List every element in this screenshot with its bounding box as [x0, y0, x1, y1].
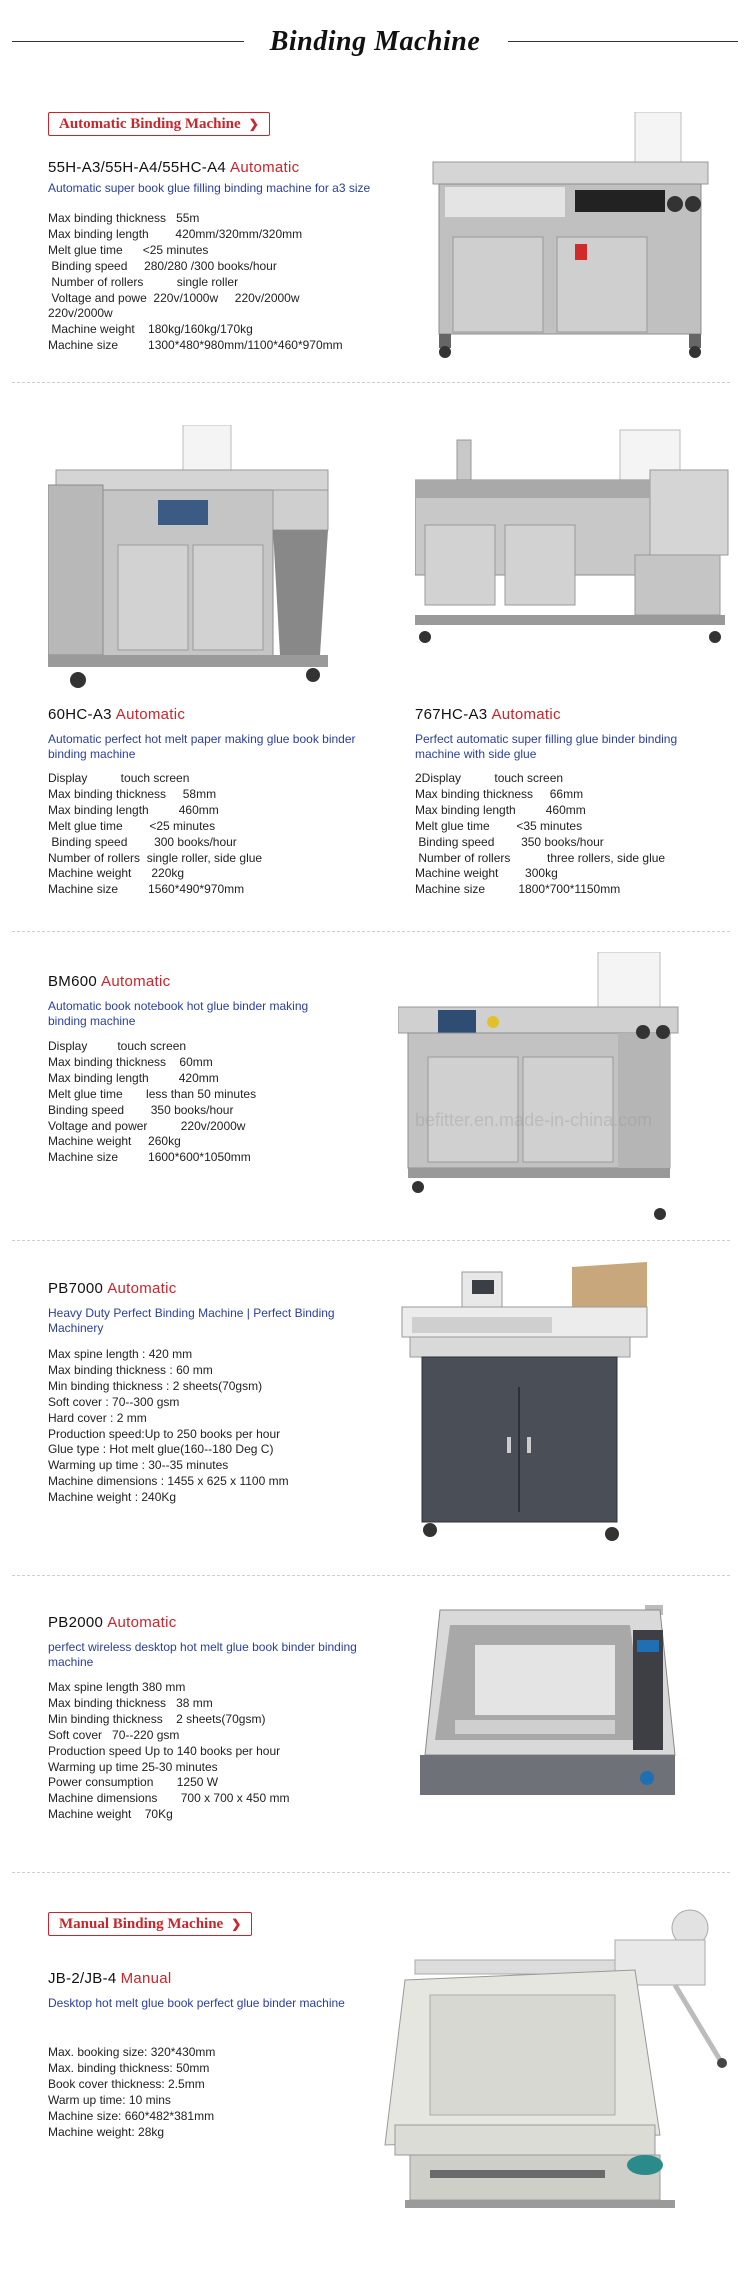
binding-machine-image-55h: [425, 112, 715, 367]
model-name: PB2000: [48, 1614, 104, 1631]
section-tag-label: Automatic Binding Machine: [59, 116, 241, 132]
binding-machine-image-pb2000: [395, 1600, 685, 1805]
product-description: Automatic super book glue filling binding machine for a3 size: [48, 181, 371, 195]
model-name: BM600: [48, 973, 98, 990]
product-description: Heavy Duty Perfect Binding Machine | Perfect Binding Machinery: [48, 1306, 335, 1335]
automatic-section-tag: [48, 112, 270, 136]
product-specs: Display touch screen Max binding thickness 60mm Max binding length 420mm Melt glue time less than 50 minutes Binding speed 350 books/hour Voltage and power 220v/2000w Machine weight 260kg Machine size 1600*600*1050mm: [48, 1039, 257, 1165]
model-type: Automatic: [491, 706, 561, 723]
section-divider: [12, 1872, 730, 1873]
section-divider: [12, 382, 730, 383]
product-model-title: [48, 1280, 177, 1297]
product-specs: 2Display touch screen Max binding thickness 66mm Max binding length 460mm Melt glue time <35 minutes Binding speed 350 books/hour Number of rollers three rollers, side glue Machine weight 300kg Machine size 1800*700*1150mm: [415, 771, 666, 897]
section-divider: [12, 931, 730, 932]
product-description: Perfect automatic super filling glue binder binding machine with side glue: [415, 732, 678, 761]
model-type: Manual: [120, 1970, 172, 1987]
product-specs: Max spine length : 420 mm Max binding thickness : 60 mm Min binding thickness : 2 sheets(70gsm) Soft cover : 70--300 gsm Hard cover : 2 mm Production speed:Up to 250 books per hour Glue type : Hot melt glue(160--180 Deg C) Warming up time : 30--35 minutes Machine dimensions : 1455 x 625 x 1100 mm Machine weight : 240Kg: [48, 1347, 289, 1505]
product-model-title: [48, 706, 185, 723]
model-type: Automatic: [101, 973, 171, 990]
chevron-right-icon: ❯: [248, 117, 259, 131]
binding-machine-image-jb2: [375, 1900, 735, 2230]
product-description: Desktop hot melt glue book perfect glue binder machine: [48, 1996, 345, 2010]
model-name: JB-2/JB-4: [48, 1970, 117, 1987]
section-divider: [12, 1240, 730, 1241]
model-name: 55H-A3/55H-A4/55HC-A4: [48, 159, 227, 176]
section-divider: [12, 1575, 730, 1576]
model-type: Automatic: [107, 1614, 177, 1631]
product-model-title: [48, 1970, 172, 1987]
product-specs: Display touch screen Max binding thickness 58mm Max binding length 460mm Melt glue time <25 minutes Binding speed 300 books/hour Number of rollers single roller, side glue Machine weight 220kg Machine size 1560*490*970mm: [48, 771, 263, 897]
product-model-title: [48, 159, 299, 176]
manual-section-tag: [48, 1912, 252, 1936]
product-model-title: [415, 706, 561, 723]
model-type: Automatic: [115, 706, 186, 723]
model-name: PB7000: [48, 1280, 104, 1297]
model-name: 60HC-A3: [48, 706, 112, 723]
product-description: Automatic book notebook hot glue binder making binding machine: [48, 999, 309, 1028]
model-type: Automatic: [107, 1280, 177, 1297]
model-name: 767HC-A3: [415, 706, 488, 723]
binding-machine-image-60hc: [48, 425, 348, 695]
product-description: Automatic perfect hot melt paper making glue book binder binding machine: [48, 732, 356, 761]
page-title: Binding Machine: [269, 26, 481, 57]
binding-machine-image-767hc: [415, 425, 730, 670]
section-tag-label: Manual Binding Machine: [59, 1916, 224, 1932]
product-specs: Max spine length 380 mm Max binding thickness 38 mm Min binding thickness 2 sheets(70gsm) Soft cover 70--220 gsm Production speed Up to 140 books per hour Warming up time 25-30 minutes Power consumption 1250 W Machine dimensions 700 x 700 x 450 mm Machine weight 70Kg: [48, 1680, 290, 1822]
chevron-right-icon: ❯: [231, 1917, 242, 1931]
product-description: perfect wireless desktop hot melt glue book binder binding machine: [48, 1640, 357, 1669]
binding-machine-image-pb7000: [392, 1262, 662, 1542]
binding-machine-image-bm600: [398, 952, 688, 1222]
product-model-title: [48, 1614, 177, 1631]
page-header: [0, 18, 750, 58]
product-specs: Max. booking size: 320*430mm Max. binding thickness: 50mm Book cover thickness: 2.5mm Warm up time: 10 mins Machine size: 660*482*381mm Machine weight: 28kg: [48, 2045, 216, 2139]
model-type: Automatic: [230, 159, 300, 176]
watermark: befitter.en.made-in-china.com: [415, 1110, 653, 1130]
product-model-title: [48, 973, 170, 990]
product-specs: Max binding thickness 55m Max binding length 420mm/320mm/320mm Melt glue time <25 minutes Binding speed 280/280 /300 books/hour Number of rollers single roller Voltage and powe 220v/1000w 220v/2000w 220v/2000w Machine weight 180kg/160kg/170kg Machine size 1300*480*980mm/1100*460*970mm: [48, 211, 343, 353]
